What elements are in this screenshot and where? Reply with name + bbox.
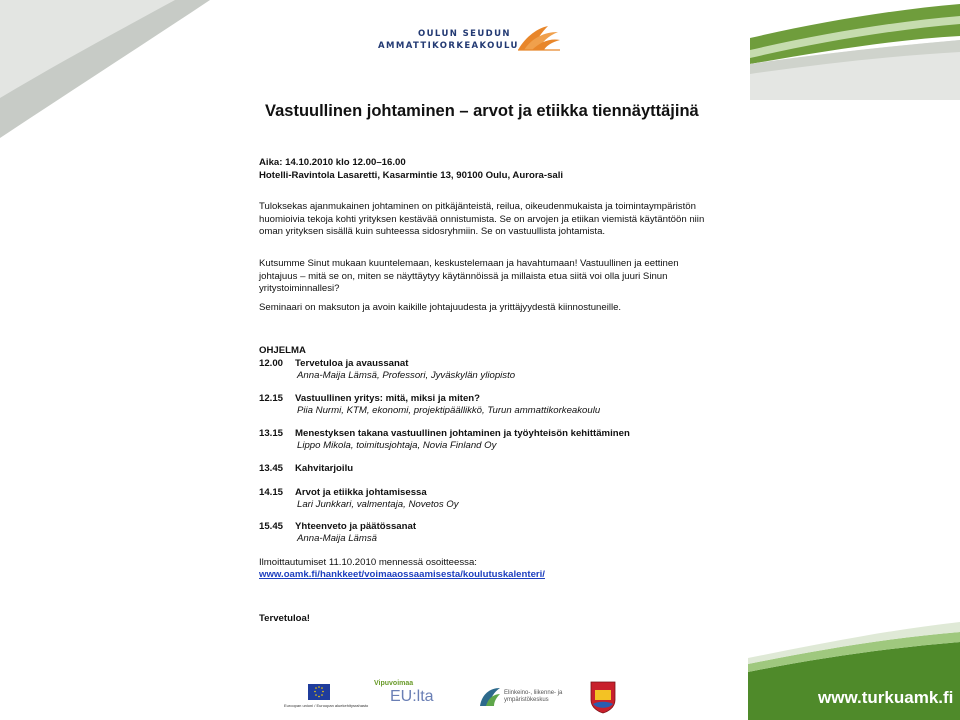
registration-link[interactable]: www.oamk.fi/hankkeet/voimaaossaamisesta/koulutuskalenteri/ <box>259 569 545 580</box>
ely-logo-text: Elinkeino-, liikenne- ja ympäristökeskus <box>504 690 563 703</box>
event-location: Hotelli-Ravintola Lasaretti, Kasarmintie 13, 90100 Oulu, Aurora-sali <box>259 170 564 181</box>
eu-logo-text: Euroopan unioni / Euroopan aluekehitysrahasto <box>284 703 369 708</box>
program-item <box>259 358 408 371</box>
program-speaker: Anna-Maija Lämsä <box>297 533 377 544</box>
program-heading: OHJELMA <box>259 345 306 356</box>
program-time: 13.45 <box>259 463 284 474</box>
program-speaker: Anna-Maija Lämsä, Professori, Jyväskylän yliopisto <box>297 370 516 381</box>
program-title: Yhteenveto ja päätössanat <box>295 521 417 532</box>
program-item <box>259 463 353 476</box>
coat-of-arms-icon <box>589 680 617 714</box>
website-url[interactable]: www.turkuamk.fi <box>818 688 954 707</box>
program-item <box>259 521 416 534</box>
intro-paragraph-2: Kutsumme Sinut mukaan kuuntelemaan, keskustelemaan ja havahtumaan! Vastuullinen ja eettinen johtajuus – mitä se on, miten se näyttäytyy käytännöissä ja millaista etua siitä voi olla juuri Sinun yritystoiminnallesi? <box>259 258 679 294</box>
intro-paragraph-3: Seminaari on maksuton ja avoin kaikille johtajuudesta ja yrittäjyydestä kiinnostuneille. <box>259 302 622 313</box>
program-title: Menestyksen takana vastuullinen johtaminen ja työyhteisön kehittäminen <box>295 428 630 439</box>
program-time: 12.00 <box>259 358 284 369</box>
program-time: 13.15 <box>259 428 284 439</box>
ely-logo <box>478 684 568 712</box>
program-item <box>259 487 427 500</box>
program-speaker: Lari Junkkari, valmentaja, Novetos Oy <box>297 499 459 510</box>
eu-flag-icon <box>308 684 330 700</box>
program-speaker: Piia Nurmi, KTM, ekonomi, projektipäällikkö, Turun ammattikorkeakoulu <box>297 405 601 416</box>
program-item <box>259 428 630 441</box>
program-time: 15.45 <box>259 521 284 532</box>
intro-paragraph-1: Tuloksekas ajanmukainen johtaminen on pitkäjänteistä, reilua, oikeudenmukaista ja toimintaympäristön huomioivia tekoja kohti yrityksen kestävää onnistumista. Se on arvojen ja etiikan viemistä käytäntöön niin oman yrityksen sisällä kuin suhteessa sidosryhmiin. Se on vastuullista johtamista. <box>259 201 705 237</box>
oamk-logo <box>378 24 568 58</box>
logo-line-2: AMMATTIKORKEAKOULU <box>378 41 519 51</box>
ely-mark-icon <box>478 686 502 708</box>
program-title: Kahvitarjoilu <box>295 463 354 474</box>
program-title: Arvot ja etiikka johtamisessa <box>295 487 427 498</box>
page-title: Vastuullinen johtaminen – arvot ja etiikka tiennäyttäjinä <box>265 102 699 120</box>
top-left-decoration <box>0 0 210 140</box>
logo-line-1: OULUN SEUDUN <box>418 29 511 39</box>
program-speaker: Lippo Mikola, toimitusjohtaja, Novia Finland Oy <box>297 440 497 451</box>
program-title: Tervetuloa ja avaussanat <box>295 358 409 369</box>
vipuvoimaa-logo <box>374 680 438 712</box>
vipuvoimaa-line-2: EU:lta <box>390 688 434 705</box>
closing-text: Tervetuloa! <box>259 613 310 624</box>
vipuvoimaa-line-1: Vipuvoimaa <box>374 680 414 687</box>
oamk-logo-mark-icon <box>514 24 562 54</box>
program-title: Vastuullinen yritys: mitä, miksi ja miten? <box>295 393 481 404</box>
program-item <box>259 393 480 406</box>
eu-logo <box>284 682 369 712</box>
program-time: 12.15 <box>259 393 284 404</box>
event-time: Aika: 14.10.2010 klo 12.00–16.00 <box>259 157 406 168</box>
top-right-decoration <box>750 0 960 100</box>
registration-text: Ilmoittautumiset 11.10.2010 mennessä osoitteessa: <box>259 557 477 568</box>
program-time: 14.15 <box>259 487 284 498</box>
